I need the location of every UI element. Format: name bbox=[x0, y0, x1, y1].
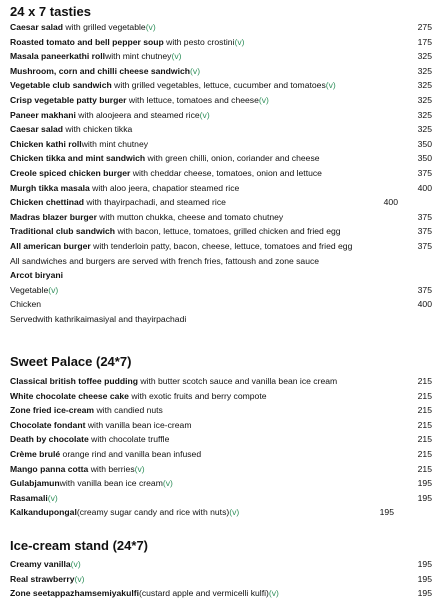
menu-item bbox=[10, 224, 432, 238]
item-description: with berries bbox=[88, 463, 135, 474]
item-name: Vegetable club sandwich bbox=[10, 80, 112, 91]
item-name: Chicken chettinad bbox=[10, 197, 85, 208]
item-description: with aloo jeera, chapatior steamed rice bbox=[89, 182, 240, 193]
item-price: 195 bbox=[417, 588, 432, 599]
item-price: 400 bbox=[383, 197, 398, 208]
item-price: 275 bbox=[417, 22, 432, 32]
item-price: 195 bbox=[417, 559, 432, 569]
item-description: with mint chutney bbox=[105, 51, 172, 62]
item-name: Crème brulé bbox=[10, 449, 61, 459]
item-price: 325 bbox=[417, 51, 432, 62]
item-description: orange rind and vanilla bean infused bbox=[60, 449, 202, 459]
item-description: Chicken bbox=[10, 299, 42, 310]
item-name: Zone seetappazhamsemiyakulfi bbox=[10, 588, 139, 599]
veg-marker: (v) bbox=[268, 588, 279, 599]
item-description: with green chilli, onion, coriander and cheese bbox=[145, 153, 320, 164]
item-description: All sandwiches and burgers are served with french fries, fattoush and zone sauce bbox=[10, 255, 320, 266]
item-price: 375 bbox=[417, 241, 432, 251]
veg-marker: (v) bbox=[162, 478, 173, 489]
section-title: Ice-cream stand (24*7) bbox=[10, 538, 149, 553]
item-description: Vegetable bbox=[10, 284, 49, 295]
item-name: Chicken tikka and mint sandwich bbox=[10, 153, 146, 164]
item-description: with grilled vegetable bbox=[63, 22, 146, 32]
item-name: Chicken kathi roll bbox=[10, 138, 82, 149]
item-description: with bacon, lettuce, tomatoes, grilled chicken and fried egg bbox=[115, 226, 341, 237]
item-price: 195 bbox=[417, 573, 432, 584]
item-price: 325 bbox=[417, 80, 432, 91]
menu-item bbox=[10, 462, 432, 476]
menu-item bbox=[10, 476, 432, 490]
menu-item bbox=[10, 312, 432, 326]
section-title: Sweet Palace (24*7) bbox=[10, 354, 132, 369]
item-description: with vanilla bean ice cream bbox=[59, 478, 163, 489]
item-price: 195 bbox=[417, 478, 432, 489]
item-price: 325 bbox=[417, 65, 432, 76]
menu-item bbox=[10, 137, 432, 151]
veg-marker: (v) bbox=[199, 109, 210, 120]
menu-item bbox=[10, 181, 432, 195]
item-name: Mushroom, corn and chilli cheese sandwich bbox=[10, 65, 191, 76]
menu-item bbox=[10, 151, 432, 165]
menu-item bbox=[10, 557, 432, 571]
menu-item bbox=[10, 374, 432, 388]
veg-marker: (v) bbox=[48, 284, 59, 295]
menu-item bbox=[10, 432, 432, 446]
menu-item bbox=[10, 297, 432, 311]
item-description: with grilled vegetables, lettuce, cucumber and tomatoes bbox=[111, 80, 326, 91]
item-price: 195 bbox=[379, 507, 394, 518]
item-price: 215 bbox=[417, 449, 432, 459]
item-name: Mango panna cotta bbox=[10, 463, 89, 474]
item-name: All american burger bbox=[10, 241, 91, 251]
item-description: (creamy sugar candy and rice with nuts) bbox=[76, 507, 230, 518]
item-description: with tenderloin patty, bacon, cheese, lettuce, tomatoes and fried egg bbox=[90, 241, 353, 251]
veg-marker: (v) bbox=[171, 51, 182, 62]
menu-item bbox=[10, 418, 432, 432]
item-name: Rasamali bbox=[10, 492, 48, 503]
menu-item bbox=[10, 166, 432, 180]
item-name: Caesar salad bbox=[10, 124, 64, 135]
item-name: Real strawberry bbox=[10, 573, 75, 584]
item-price: 350 bbox=[417, 138, 432, 149]
item-price: 215 bbox=[417, 419, 432, 430]
item-price: 215 bbox=[417, 405, 432, 416]
menu-item bbox=[10, 64, 432, 78]
veg-marker: (v) bbox=[145, 22, 156, 32]
item-description: with exotic fruits and berry compote bbox=[128, 390, 267, 401]
item-description: with pesto crostini bbox=[163, 36, 235, 47]
item-name: Paneer makhani bbox=[10, 109, 76, 120]
veg-marker: (v) bbox=[325, 80, 336, 91]
item-price: 215 bbox=[417, 390, 432, 401]
item-price: 375 bbox=[417, 284, 432, 295]
menu-item bbox=[10, 78, 432, 92]
menu-item bbox=[10, 389, 432, 403]
item-description: with thayirpachadi, and steamed rice bbox=[84, 197, 226, 208]
menu-item bbox=[10, 195, 432, 209]
item-price: 325 bbox=[417, 109, 432, 120]
veg-marker: (v) bbox=[229, 507, 240, 518]
menu-item bbox=[10, 49, 432, 63]
item-description: with chicken tikka bbox=[63, 124, 133, 135]
item-description: with aloojeera and steamed rice bbox=[75, 109, 200, 120]
item-price: 400 bbox=[417, 299, 432, 310]
menu-item bbox=[10, 210, 432, 224]
item-price: 375 bbox=[417, 211, 432, 222]
veg-marker: (v) bbox=[134, 463, 145, 474]
item-price: 175 bbox=[417, 36, 432, 47]
item-name: Madras blazer burger bbox=[10, 211, 97, 222]
item-description: with lettuce, tomatoes and cheese bbox=[126, 95, 259, 105]
item-name: Arcot biryani bbox=[10, 270, 64, 281]
item-name: Creole spiced chicken burger bbox=[10, 168, 131, 178]
menu-item bbox=[10, 254, 432, 268]
veg-marker: (v) bbox=[74, 573, 85, 584]
item-price: 325 bbox=[417, 124, 432, 135]
item-name: Classical british toffee pudding bbox=[10, 376, 138, 386]
veg-marker: (v) bbox=[234, 36, 245, 47]
item-description: with vanilla bean ice-cream bbox=[85, 419, 192, 430]
item-price: 400 bbox=[417, 182, 432, 193]
item-price: 375 bbox=[417, 226, 432, 237]
item-name: Crisp vegetable patty burger bbox=[10, 95, 127, 105]
item-description: with mint chutney bbox=[81, 138, 149, 149]
item-price: 215 bbox=[417, 434, 432, 445]
menu-item bbox=[10, 403, 432, 417]
item-description: with chocolate truffle bbox=[88, 434, 170, 445]
item-name: White chocolate cheese cake bbox=[10, 390, 129, 401]
veg-marker: (v) bbox=[258, 95, 269, 105]
item-description: (custard apple and vermicelli kulfi) bbox=[138, 588, 269, 599]
menu-item bbox=[10, 35, 432, 49]
menu-item bbox=[10, 239, 432, 253]
item-description: with candied nuts bbox=[94, 405, 163, 416]
veg-marker: (v) bbox=[190, 65, 201, 76]
menu-item bbox=[10, 122, 432, 136]
item-description: Servedwith kathrikaimasiyal and thayirpachadi bbox=[10, 314, 187, 324]
item-name: Death by chocolate bbox=[10, 434, 89, 445]
item-name: Murgh tikka masala bbox=[10, 182, 90, 193]
menu-item bbox=[10, 505, 432, 519]
menu-item bbox=[10, 586, 432, 600]
item-description: with cheddar cheese, tomatoes, onion and lettuce bbox=[130, 168, 322, 178]
menu-item bbox=[10, 20, 432, 34]
item-price: 195 bbox=[417, 492, 432, 503]
item-name: Caesar salad bbox=[10, 22, 64, 32]
menu-item bbox=[10, 491, 432, 505]
item-price: 325 bbox=[417, 95, 432, 105]
item-description: with mutton chukka, cheese and tomato chutney bbox=[96, 211, 284, 222]
item-price: 375 bbox=[417, 168, 432, 178]
item-name: Traditional club sandwich bbox=[10, 226, 116, 237]
item-name: Roasted tomato and bell pepper soup bbox=[10, 36, 164, 47]
veg-marker: (v) bbox=[47, 492, 58, 503]
item-price: 215 bbox=[417, 463, 432, 474]
item-name: Chocolate fondant bbox=[10, 419, 86, 430]
menu-item bbox=[10, 447, 432, 461]
item-description: with butter scotch sauce and vanilla bean ice cream bbox=[137, 376, 338, 386]
item-price: 215 bbox=[417, 376, 432, 386]
menu-item bbox=[10, 108, 432, 122]
item-name: Gulabjamun bbox=[10, 478, 60, 489]
item-name: Zone fried ice-cream bbox=[10, 405, 95, 416]
item-name: Kalkandupongal bbox=[10, 507, 77, 518]
item-name: Masala paneerkathi roll bbox=[10, 51, 106, 62]
veg-marker: (v) bbox=[70, 559, 81, 569]
menu-item bbox=[10, 93, 432, 107]
menu-item bbox=[10, 283, 432, 297]
menu-item bbox=[10, 268, 432, 282]
item-name: Creamy vanilla bbox=[10, 559, 71, 569]
menu-item bbox=[10, 572, 432, 586]
section-title: 24 x 7 tasties bbox=[10, 4, 91, 19]
item-price: 350 bbox=[417, 153, 432, 164]
